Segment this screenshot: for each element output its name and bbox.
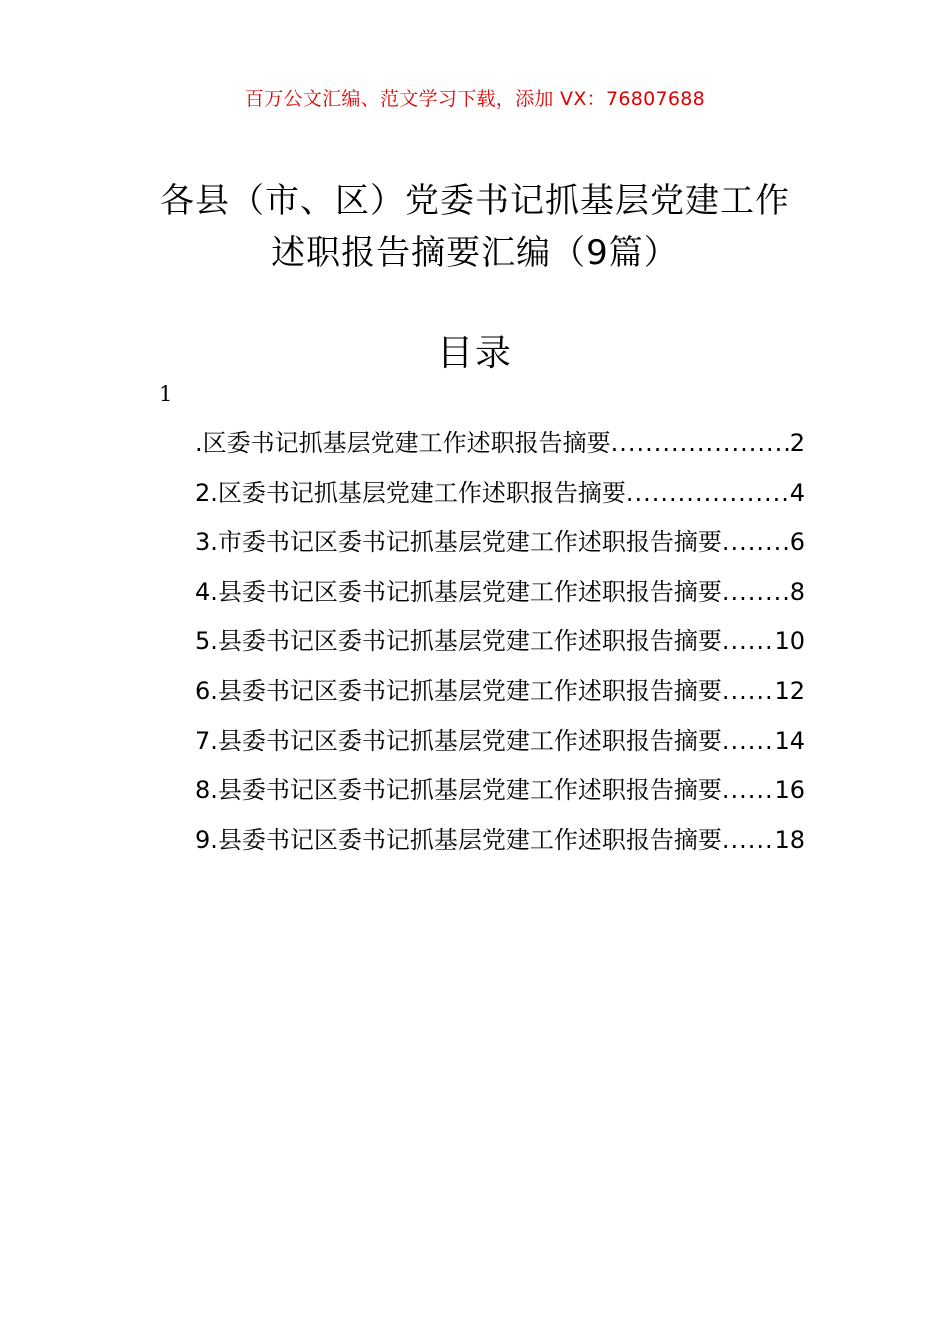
toc-entry-page: 16 [774, 776, 805, 805]
toc-entry-label: 8.县委书记区委书记抓基层党建工作述职报告摘要 [195, 776, 722, 805]
toc-entry[interactable] [195, 423, 805, 473]
toc-entry[interactable] [195, 522, 805, 572]
toc-entry-page: 12 [774, 676, 805, 705]
toc-entry[interactable] [195, 621, 805, 671]
toc-entry-label: 7.县委书记区委书记抓基层党建工作述职报告摘要 [195, 726, 722, 755]
toc-entry[interactable] [195, 721, 805, 771]
toc-leader-dots [722, 820, 775, 860]
toc-entry-label: 6.县委书记区委书记抓基层党建工作述职报告摘要 [195, 676, 722, 705]
toc-entry-label: 5.县委书记区委书记抓基层党建工作述职报告摘要 [195, 627, 722, 656]
toc-leader-dots [722, 621, 775, 661]
toc-entry[interactable] [195, 770, 805, 820]
header-note: 百万公文汇编、范文学习下载，添加 VX：76807688 [244, 88, 706, 110]
toc-entry-page: 6 [789, 528, 805, 557]
toc-entry-page: 14 [774, 726, 805, 755]
toc-entry-label: 4.县委书记区委书记抓基层党建工作述职报告摘要 [195, 577, 722, 606]
document-title-line2: 述职报告摘要汇编（9篇） [271, 233, 679, 273]
toc-leader-dots [722, 770, 775, 810]
toc-entry-page: 4 [789, 478, 805, 507]
toc-leader-dots [722, 721, 775, 761]
toc-leader-dots [722, 572, 790, 612]
toc-leader-dots [722, 522, 790, 562]
toc-entry[interactable] [195, 820, 805, 870]
toc-entry-label: 2.区委书记抓基层党建工作述职报告摘要 [195, 478, 626, 507]
toc-entry-page: 18 [774, 825, 805, 854]
toc-heading: 目录 [436, 333, 513, 374]
toc-leader-dots [722, 671, 775, 711]
toc-entry-label: 3.市委书记区委书记抓基层党建工作述职报告摘要 [195, 528, 722, 557]
toc-entry[interactable] [195, 572, 805, 622]
table-of-contents [195, 423, 805, 869]
stray-number: 1 [159, 382, 173, 406]
document-title-line1: 各县（市、区）党委书记抓基层党建工作 [160, 181, 790, 221]
toc-entry-label: 9.县委书记区委书记抓基层党建工作述职报告摘要 [195, 825, 722, 854]
toc-leader-dots [626, 473, 790, 513]
toc-entry-page: 10 [774, 627, 805, 656]
toc-entry-page: 8 [789, 577, 805, 606]
toc-leader-dots [611, 423, 790, 463]
toc-entry-page: 2 [789, 429, 805, 457]
toc-entry[interactable] [195, 671, 805, 721]
toc-entry-label: .区委书记抓基层党建工作述职报告摘要 [195, 429, 611, 457]
toc-entry[interactable] [195, 473, 805, 523]
